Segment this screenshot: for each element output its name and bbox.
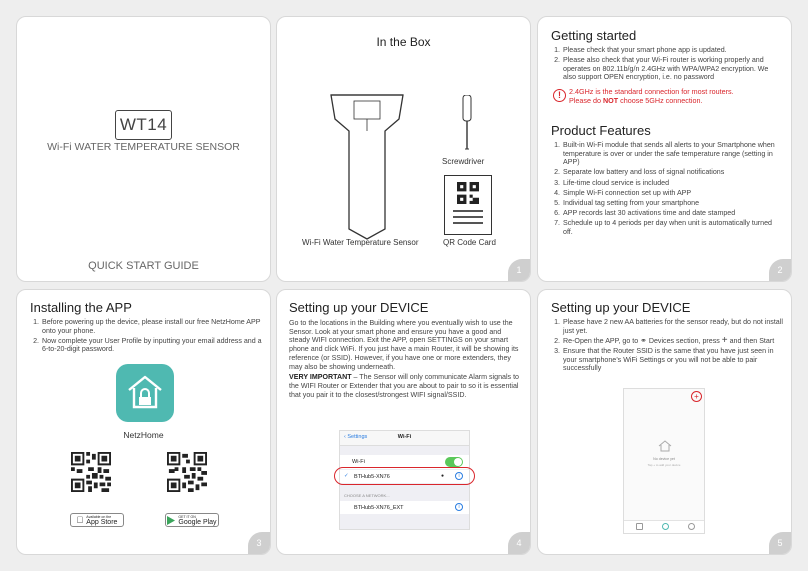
list-item: 1. Before powering up the device, please install our free NetzHome APP onto your phone. xyxy=(41,318,262,335)
devices-icon: ⚭ xyxy=(640,335,647,345)
wifi-nav-bar xyxy=(340,431,469,446)
features-title: Product Features xyxy=(551,122,651,138)
screwdriver-drawing xyxy=(457,95,477,155)
panel-cover xyxy=(16,16,271,282)
page-number: 4 xyxy=(508,532,530,554)
qr-icon xyxy=(457,182,479,204)
list-item: 7. Schedule up to 4 periods per day when unit is automatically turned off. xyxy=(562,219,783,236)
no-device-text: No device yet xyxy=(653,457,675,461)
check-icon: ✓ xyxy=(344,473,349,479)
sensor-drawing xyxy=(327,89,407,259)
list-item: 2. Now complete your User Profile by inputting your email address and a 6-to-20-digit password. xyxy=(41,337,262,354)
back-button[interactable]: ‹ Settings xyxy=(344,434,368,440)
list-item: 2. Separate low battery and loss of signal notifications xyxy=(562,168,783,177)
wifi-toggle-label: Wi-Fi xyxy=(352,459,365,465)
tab-devices-icon[interactable] xyxy=(662,523,669,530)
plus-icon: + xyxy=(721,334,728,346)
app-store-badge[interactable] xyxy=(70,513,124,527)
page-number: 5 xyxy=(769,532,791,554)
in-box-title: In the Box xyxy=(376,35,431,49)
warning-icon: ! xyxy=(553,89,566,102)
warning-line-1: 2.4GHz is the standard connection for most routers. xyxy=(569,86,734,96)
qr-code-android xyxy=(167,452,207,492)
panel-in-the-box xyxy=(276,16,531,282)
panel-installing-app xyxy=(16,289,271,555)
network-name: BTHub5-XN76_EXT xyxy=(354,504,404,511)
getting-started-title: Getting started xyxy=(551,28,637,43)
qr-card-label: QR Code Card xyxy=(443,238,496,247)
model-name: WT14 xyxy=(119,115,168,134)
google-play-small: GET IT ON xyxy=(178,515,196,519)
list-item: 4. Simple Wi-Fi connection set up with APP xyxy=(562,189,783,198)
wifi-nav-title: Wi-Fi xyxy=(397,434,412,440)
product-subtitle: Wi-Fi WATER TEMPERATURE SENSOR xyxy=(47,141,240,153)
highlight-ring xyxy=(334,467,475,485)
setup-list xyxy=(551,318,783,373)
qr-card-drawing xyxy=(444,175,492,235)
page-number: 2 xyxy=(769,259,791,281)
setup-title: Setting up your DEVICE xyxy=(551,300,691,315)
installing-list xyxy=(30,318,262,354)
list-item: 1. Please have 2 new AA batteries for the sensor ready, but do not install just yet. xyxy=(562,318,783,335)
info-icon[interactable]: i xyxy=(455,503,463,511)
panel-setup-wifi xyxy=(276,289,531,555)
list-item: 2. Please also check that your Wi-Fi router is working properly and operates on 802.11b/g/n 2.4GHz with WPA/WPA2 encryption. We also support OPEN encryption, i.e. no password xyxy=(562,56,783,82)
wifi-network-ext[interactable] xyxy=(340,501,469,514)
model-box xyxy=(115,110,172,140)
setup-paragraph-2: VERY IMPORTANT – The Sensor will only communicate Alarm signals to the WIFI Router or Extender that you are about to pair to so it is essential that you pair it to the closest/strongest WIFI signal/SSID. xyxy=(289,373,519,399)
house-lock-icon xyxy=(125,372,165,412)
page-number: 1 xyxy=(508,259,530,281)
installing-title: Installing the APP xyxy=(30,300,132,315)
list-item: 1. Built-in Wi-Fi module that sends all alerts to your Smartphone when temperature is over or under the safe temperature range (setting in APP) xyxy=(562,141,783,167)
list-item: 5. Individual tag setting from your smartphone xyxy=(562,199,783,208)
add-device-button[interactable]: + xyxy=(691,391,702,402)
list-item: 2. Re-Open the APP, go to ⚭ Devices section, press + and then Start xyxy=(562,337,783,346)
app-store-small: Available on the xyxy=(82,515,108,519)
tab-home-icon[interactable] xyxy=(636,523,643,530)
tap-to-add-text: Tap + to add your device xyxy=(647,463,681,467)
warning-block xyxy=(551,87,783,109)
list-item: 3. Life-time cloud service is included xyxy=(562,179,783,188)
apple-icon xyxy=(77,515,84,525)
list-item: 1. Please check that your smart phone app is updated. xyxy=(562,46,783,55)
network-name: BTHub5-XN76 xyxy=(354,473,390,480)
list-item: 3. Ensure that the Router SSID is the same that you have just seen in your smartphone’s WiFi Settings or you will not be able to pair successfully xyxy=(562,347,783,373)
play-icon xyxy=(167,516,175,525)
google-play-badge[interactable] xyxy=(165,513,219,527)
lock-icon: ● xyxy=(440,473,444,479)
app-name: NetzHome xyxy=(123,430,164,440)
phone-app-screen xyxy=(623,388,705,534)
panel-setup-app xyxy=(537,289,792,555)
app-store-label: App Store xyxy=(82,519,115,526)
house-icon xyxy=(658,439,672,453)
phone-wifi-screen xyxy=(339,430,470,530)
setup-title: Setting up your DEVICE xyxy=(289,300,429,315)
info-icon[interactable]: i xyxy=(455,472,463,480)
qr-code-ios xyxy=(71,452,111,492)
choose-network-label: CHOOSE A NETWORK... xyxy=(344,493,390,498)
page-number: 3 xyxy=(248,532,270,554)
sensor-label: Wi-Fi Water Temperature Sensor xyxy=(302,238,419,247)
panel-getting-started xyxy=(537,16,792,282)
phone-tab-bar xyxy=(624,520,704,533)
wifi-toggle[interactable] xyxy=(445,457,463,467)
tab-profile-icon[interactable] xyxy=(688,523,695,530)
screwdriver-label: Screwdriver xyxy=(442,157,485,166)
google-play-label: Google Play xyxy=(178,519,217,526)
warning-line-2: Please do NOT choose 5GHz connection. xyxy=(569,95,703,105)
list-item: 6. APP records last 30 activations time and date stamped xyxy=(562,209,783,218)
features-list xyxy=(551,141,783,237)
getting-started-list xyxy=(551,46,783,82)
app-icon[interactable] xyxy=(116,364,174,422)
setup-paragraph-1: Go to the locations in the Building where you eventually wish to use the Sensor. Look at your smart phone and ensure you have a good and steady WIFI connection. Exit the APP, open SETTINGS on your smart phone and click WiFi. If you just have a main Router, it will be showing its reference (or SSID). However, if you have one or more extenders, they may also be showing underneath. xyxy=(289,319,519,371)
guide-title: QUICK START GUIDE xyxy=(88,260,199,272)
